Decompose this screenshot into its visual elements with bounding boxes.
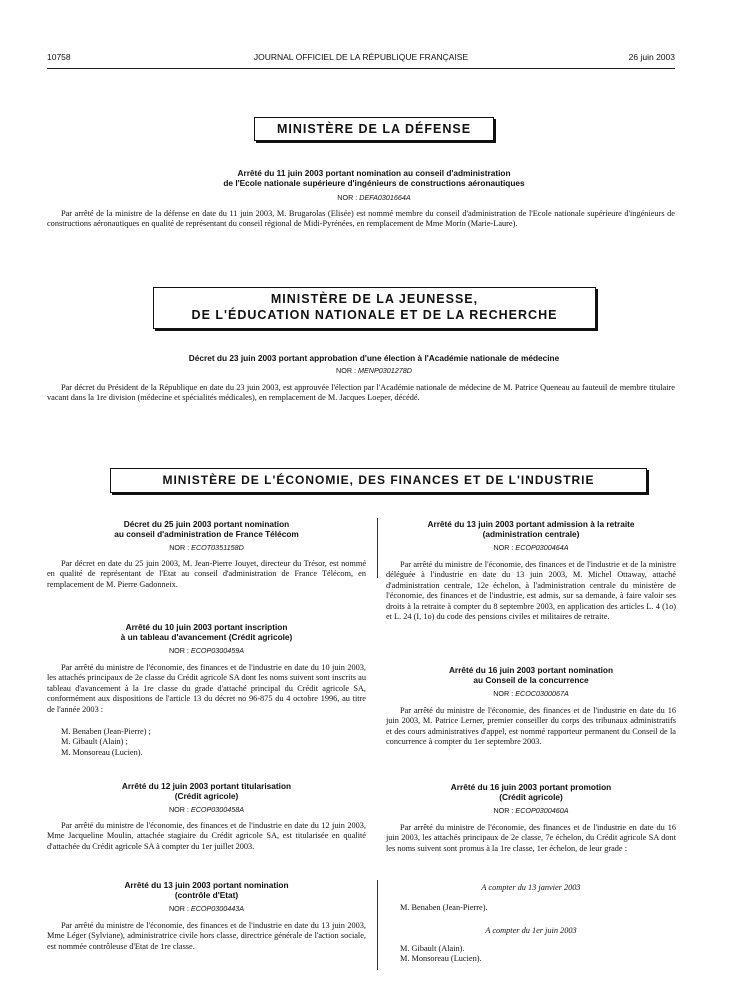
title-line: Arrêté du 12 juin 2003 portant titularisation (121, 781, 292, 791)
ministry-box-defense (254, 117, 494, 141)
nor-code: ECOP0300464A (515, 543, 569, 552)
nor-label: NOR : (337, 193, 360, 202)
issue-date: 26 juin 2003 (628, 52, 675, 62)
nor-reference (120, 193, 628, 202)
nor-code: ECOP0300460A (515, 806, 569, 815)
list-item: M. Gibault (Alain). (400, 944, 465, 953)
title-line: (Crédit agricole) (499, 792, 563, 802)
article-body: Par décret du Président de la République en date du 23 juin 2003, est approuvée l'élection par l'Académie nationale de médecine de M. Patrice Queneau au fauteuil de membre titulaire vacant dans la 1re division (médecine et spécialités médicales), en remplacement de M. Jacques Loeper, décédé. (47, 383, 675, 403)
article-title (47, 781, 366, 801)
title-line: de l'Ecole nationale supérieure d'ingénieurs de constructions aéronautiques (223, 178, 525, 188)
nor-code: ECOT0351158D (191, 543, 244, 552)
list-item: M. Gibault (Alain) ; (61, 737, 128, 747)
nor-code: ECOP0300443A (190, 904, 245, 913)
title-line: au Conseil de la concurrence (473, 675, 589, 685)
ministry-title-line2: DE L'ÉDUCATION NATIONALE ET DE LA RECHERCHE (191, 308, 558, 322)
article-title (120, 168, 628, 188)
article-body: Par arrêté du ministre de l'économie, des finances et de l'industrie en date du 10 juin 2003, les attachés principaux de 2e classe du Crédit agricole SA dont les noms suivent sont inscrits au tableau d'avancement à la 1re classe du grade d'attaché principal du Crédit agricole SA, conformément aux dispositions de l'article 13 du décret no 96-875 du 4 octobre 1996, au titre de l'année 2003 : (47, 663, 366, 714)
article-body: Par arrêté du ministre de l'économie, des finances et de l'industrie et de la ministre déléguée à l'industrie en date du 13 juin 2003, M. Michel Ottaway, attaché d'administration centrale, 12e échelon, à l'administration centrale du ministère de l'économie, des finances et de l'industrie, est admis, sur sa demande, à faire valoir ses droits à la retraite à compter du 8 septembre 2003, en application des articles L. 4 (1o) et L. 24 (I, 1o) du code des pensions civiles et militaires de retraite. (386, 560, 676, 622)
effective-date: A compter du 1er juin 2003 (485, 926, 577, 935)
article-body: Par arrêté de la ministre de la défense en date du 11 juin 2003, M. Brugarolas (Elisée) est nommé membre du conseil d'administration de l'Ecole nationale supérieure d'ingénieurs de constructions aéronautiques en qualité de représentant du conseil régional de Midi-Pyrénées, en remplacement de Mme Morin (Marie-Laure). (47, 209, 675, 229)
title-line: Arrêté du 10 juin 2003 portant inscription (125, 622, 288, 632)
nor-reference (60, 366, 688, 375)
nor-reference: NOR : ECOP0300464A (493, 543, 569, 552)
nor-code: MENP0301278D (358, 366, 412, 375)
article-title: Décret du 23 juin 2003 portant approbation d'une élection à l'Académie nationale de médecine (188, 353, 560, 363)
ministry-title-line1: MINISTÈRE DE LA JEUNESSE, (270, 292, 479, 306)
article-body: Par arrêté du ministre de l'économie, des finances et de l'industrie en date du 16 juin 2003, les attachés principaux de 2e classe, 7e échelon, du Crédit agricole SA dont les noms suivent sont promus à la 1re classe, 1er échelon, de leur grade : (386, 823, 676, 853)
article-title (386, 665, 676, 685)
title-line: au conseil d'administration de France Télécom (114, 529, 299, 539)
title-line: Arrêté du 16 juin 2003 portant promotion (450, 782, 612, 792)
title-line: Arrêté du 13 juin 2003 portant nomination (124, 880, 289, 890)
article-body: Par décret en date du 25 juin 2003, M. Jean-Pierre Jouyet, directeur du Trésor, est nommé en qualité de représentant de l'Etat au conseil d'administration de France Télécom, en remplacement de M. Pierre Gadonneix. (47, 559, 366, 589)
article-title (386, 519, 676, 539)
nor-code: DEFA0301664A (359, 193, 411, 202)
names-list (47, 727, 366, 758)
page-header (47, 52, 675, 66)
list-item: M. Monsoreau (Lucien). (400, 954, 482, 964)
names-list (386, 944, 676, 965)
effective-date: A compter du 13 janvier 2003 (481, 883, 581, 892)
nor-reference: NOR : ECOT0351158D (169, 543, 244, 552)
title-line: (Crédit agricole) (174, 791, 239, 801)
nor-reference: NOR : ECOC0300067A (493, 689, 569, 698)
title-line: Décret du 25 juin 2003 portant nomination (123, 519, 290, 529)
journal-title: JOURNAL OFFICIEL DE LA RÉPUBLIQUE FRANÇAISE (253, 52, 469, 62)
ministry-box-economie (110, 468, 647, 493)
article-body: Par arrêté du ministre de l'économie, des finances et de l'industrie en date du 16 juin 2003, M. Patrice Lerner, premier conseiller du corps des tribunaux administratifs et des cours administratives d'appel, est nommé rapporteur permanent du Conseil de la concurrence à compter du 1er septembre 2003. (386, 706, 676, 747)
title-line: Arrêté du 16 juin 2003 portant nomination (448, 665, 614, 675)
nor-label: NOR : (336, 366, 358, 375)
nor-code: ECOP0300458A (190, 805, 245, 814)
article-title (47, 622, 366, 642)
nor-code: ECOC0300067A (515, 689, 569, 698)
article-body: Par arrêté du ministre de l'économie, des finances et de l'industrie en date du 13 juin 2003, Mme Léger (Sylviane), administratrice civile hors classe, directrice générale de l'action sociale, est nommée contrôleuse d'Etat de 1re classe. (47, 921, 366, 951)
ministry-box-education (153, 287, 596, 329)
nor-reference: NOR : ECOP0300459A (168, 646, 245, 655)
nor-code: ECOP0300459A (190, 646, 245, 655)
article-title (47, 880, 366, 900)
title-line: (contrôle d'Etat) (174, 890, 239, 900)
list-item: M. Benaben (Jean-Pierre) ; (61, 727, 151, 736)
column-separator (377, 880, 378, 970)
title-line: (administration centrale) (482, 529, 580, 539)
ministry-title: MINISTÈRE DE LA DÉFENSE (276, 122, 472, 136)
nor-reference: NOR : ECOP0300458A (168, 805, 245, 814)
nor-reference: NOR : ECOP0300443A (168, 904, 245, 913)
article-title (47, 519, 366, 539)
article-body: Par arrêté du ministre de l'économie, des finances et de l'industrie en date du 12 juin 2003, Mme Jacqueline Moulin, attachée stagiaire du Crédit agricole SA, est titularisée en qualité d'attachée du Crédit agricole SA à compter du 1er juillet 2003. (47, 821, 366, 851)
page-number: 10758 (47, 52, 71, 62)
header-rule (47, 68, 675, 69)
title-line: à un tableau d'avancement (Crédit agricole) (120, 632, 293, 642)
names-list (386, 903, 676, 913)
list-item: M. Monsoreau (Lucien). (61, 747, 143, 757)
column-separator (377, 518, 378, 578)
title-line: Arrêté du 13 juin 2003 portant admission à la retraite (427, 519, 635, 529)
article-title (386, 782, 676, 802)
nor-reference: NOR : ECOP0300460A (493, 806, 569, 815)
list-item: M. Benaben (Jean-Pierre). (400, 903, 488, 912)
title-line: Arrêté du 11 juin 2003 portant nomination au conseil d'administration (237, 168, 511, 178)
ministry-title: MINISTÈRE DE L'ÉCONOMIE, DES FINANCES ET DE L'INDUSTRIE (162, 473, 595, 487)
